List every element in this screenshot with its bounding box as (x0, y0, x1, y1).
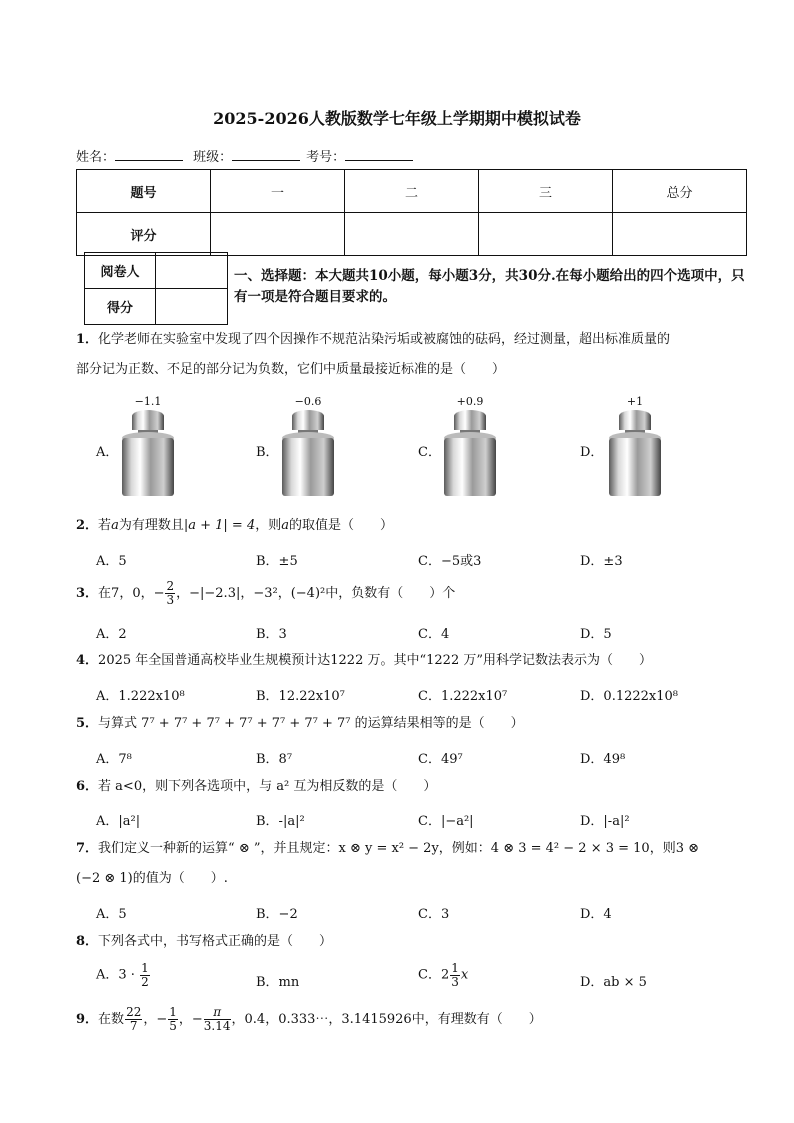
question-number: 8． (76, 934, 99, 949)
fraction (168, 1006, 178, 1032)
fraction-denominator: 2 (141, 974, 149, 989)
fraction-numerator: 22 (126, 1005, 142, 1020)
fraction-denominator: 5 (169, 1019, 177, 1033)
q7-option-a[interactable]: A．5 (96, 907, 127, 922)
q5-option-a[interactable]: A．7⁸ (96, 752, 132, 767)
option-letter: A． (96, 445, 119, 460)
q7-option-d[interactable]: D．4 (580, 907, 612, 922)
math-var: a (111, 518, 119, 533)
question-text: (−2 ⊗ 1)的值为（ ）. (76, 871, 228, 886)
question-text: ，− (178, 1012, 203, 1027)
fraction-numerator: 1 (169, 1005, 177, 1020)
question-text: 部分记为正数、不足的部分记为负数，它们中质量最接近标准的是（ ） (76, 362, 506, 377)
q7-option-b[interactable]: B．−2 (256, 907, 298, 922)
grader-score-label: 得分 (85, 289, 156, 325)
q8-option-c[interactable] (418, 962, 468, 988)
score-cell[interactable] (211, 213, 345, 256)
question-text: 为有理数且 (118, 518, 184, 533)
q3-option-a[interactable]: A．2 (96, 627, 127, 642)
score-header-cell: 总分 (613, 170, 747, 213)
exam-no-label: 考号： (306, 150, 346, 165)
q6-option-d[interactable]: D．|-a|² (580, 814, 630, 829)
q5-option-c[interactable]: C．49⁷ (418, 752, 463, 767)
fraction-denominator: 3 (166, 593, 175, 607)
fraction-denominator: 3.14 (203, 1019, 231, 1033)
q6-option-c[interactable]: C．|−a²| (418, 814, 474, 829)
q1-option-a[interactable] (96, 441, 118, 460)
math-var: x (460, 967, 469, 983)
student-info-line (76, 146, 419, 165)
option-text: C．2 (418, 967, 450, 983)
q4-option-d[interactable]: D．0.1222x10⁸ (580, 689, 678, 704)
q8-option-b[interactable]: B．mn (256, 975, 300, 990)
q7-option-c[interactable]: C．3 (418, 907, 450, 922)
score-table (76, 169, 747, 256)
name-blank[interactable] (115, 148, 183, 161)
question-text: 在数 (98, 1012, 125, 1027)
fraction-numerator: 2 (166, 579, 175, 594)
q4-option-b[interactable]: B．12.22x10⁷ (256, 689, 345, 704)
question-text: 化学老师在实验室中发现了四个因操作不规范沾染污垢或被腐蚀的砝码，经过测量，超出标准质量的 (98, 332, 671, 347)
question-1-line2 (76, 355, 756, 385)
question-text: 的取值是（ ） (289, 518, 394, 533)
grader-score-cell[interactable] (156, 289, 228, 325)
question-number: 3． (76, 586, 99, 601)
question-text: ，−|−2.3|，−3²，(−4)²中，负数有（ ）个 (176, 586, 456, 601)
weight-icon (605, 408, 665, 500)
exam-no-blank[interactable] (345, 148, 413, 161)
question-number: 9． (76, 1012, 99, 1027)
fraction-denominator: 7 (129, 1019, 138, 1033)
question-number: 2． (76, 518, 99, 533)
question-8 (76, 927, 756, 957)
question-7-line2 (76, 864, 756, 894)
page-title: 2025-2026人教版数学七年级上学期期中模拟试卷 (213, 109, 581, 128)
q8-option-d[interactable]: D．ab × 5 (580, 975, 647, 990)
reviewer-label: 阅卷人 (85, 253, 156, 289)
fraction (165, 580, 175, 606)
score-header-cell: 二 (345, 170, 479, 213)
weight-label: +0.9 (456, 395, 484, 408)
question-text: ，− (143, 1012, 168, 1027)
question-text: 与算式 7⁷ + 7⁷ + 7⁷ + 7⁷ + 7⁷ + 7⁷ + 7⁷ 的运算结果相等的是（ ） (98, 716, 524, 731)
question-text: 若 (98, 518, 112, 533)
question-2 (76, 511, 756, 541)
question-9 (76, 1005, 756, 1035)
q3-option-c[interactable]: C．4 (418, 627, 450, 642)
score-cell[interactable] (479, 213, 613, 256)
question-7 (76, 834, 756, 864)
q1-option-d[interactable] (580, 441, 603, 460)
q2-option-a[interactable]: A．5 (96, 554, 127, 569)
question-number: 5． (76, 716, 99, 731)
fraction-numerator: 1 (451, 961, 459, 975)
q2-option-d[interactable]: D．±3 (580, 554, 623, 569)
question-text: 我们定义一种新的运算“ ⊗ ”，并且规定：x ⊗ y = x² − 2y，例如：4 ⊗ 3 = 4² − 2 × 3 = 10，则3 ⊗ (98, 841, 699, 856)
option-letter: B． (256, 445, 279, 460)
question-text: 2025 年全国普通高校毕业生规模预计达1222 万。其中“1222 万”用科学记数法表示为（ ） (98, 653, 652, 668)
score-table-header (77, 170, 747, 213)
q3-option-b[interactable]: B．3 (256, 627, 287, 642)
math-expr: |a + 1| = 4 (183, 518, 256, 533)
fraction (125, 1006, 142, 1032)
q6-option-b[interactable]: B．-|a|² (256, 814, 305, 829)
fraction-numerator: π (204, 1006, 231, 1020)
q5-option-d[interactable]: D．49⁸ (580, 752, 626, 767)
question-number: 7． (76, 841, 99, 856)
class-label: 班级： (193, 150, 233, 165)
section-heading: 一、选择题：本大题共10小题，每小题3分，共30分.在每小题给出的四个选项中，只有一项是符合题目要求的。 (234, 268, 745, 305)
option-text: A．3 · (96, 967, 140, 983)
fraction (204, 1006, 231, 1032)
q2-option-b[interactable]: B．±5 (256, 554, 298, 569)
q8-option-a[interactable] (96, 962, 151, 988)
weight-icon (278, 408, 338, 500)
question-text: 若 a<0，则下列各选项中，与 a² 互为相反数的是（ ） (98, 779, 437, 794)
question-number: 6． (76, 779, 99, 794)
q5-option-b[interactable]: B．8⁷ (256, 752, 293, 767)
q3-option-d[interactable]: D．5 (580, 627, 612, 642)
weight-icon (118, 408, 178, 500)
question-text: ，则 (255, 518, 282, 533)
fraction-numerator: 1 (141, 961, 149, 975)
math-var: a (281, 518, 289, 533)
q4-option-a[interactable]: A．1.222x10⁸ (96, 689, 185, 704)
question-5 (76, 709, 756, 739)
fraction (450, 962, 460, 988)
reviewer-cell[interactable] (156, 253, 228, 289)
score-header-cell: 三 (479, 170, 613, 213)
fraction-denominator: 3 (451, 974, 459, 989)
q1-option-b[interactable] (256, 441, 279, 460)
question-text: 在7，0，− (98, 586, 165, 601)
score-cell[interactable] (613, 213, 747, 256)
option-letter: D． (580, 445, 604, 460)
question-number: 1． (76, 332, 99, 347)
q4-option-c[interactable]: C．1.222x10⁷ (418, 689, 508, 704)
question-text: 下列各式中，书写格式正确的是（ ） (98, 934, 333, 949)
fraction (140, 962, 150, 988)
question-6 (76, 772, 756, 802)
weight-label: +1 (626, 395, 644, 408)
q1-option-c[interactable] (418, 441, 441, 460)
q6-option-a[interactable]: A．|a²| (96, 814, 141, 829)
q2-option-c[interactable]: C．−5或3 (418, 554, 482, 569)
score-table-row (77, 213, 747, 256)
class-blank[interactable] (232, 148, 300, 161)
grader-table (84, 252, 228, 325)
question-3 (76, 579, 756, 609)
score-header-cell: 一 (211, 170, 345, 213)
weight-label: −1.1 (134, 395, 162, 408)
question-text: ，0.4，0.333⋯，3.1415926中，有理数有（ ） (231, 1012, 542, 1027)
score-cell[interactable] (345, 213, 479, 256)
question-4 (76, 646, 756, 676)
option-letter: C． (418, 445, 441, 460)
question-number: 4． (76, 653, 99, 668)
weight-label: −0.6 (294, 395, 322, 408)
name-label: 姓名： (76, 150, 116, 165)
weight-icon (440, 408, 500, 500)
question-1 (76, 325, 756, 355)
score-row-label: 评分 (77, 213, 211, 256)
score-header-cell: 题号 (77, 170, 211, 213)
